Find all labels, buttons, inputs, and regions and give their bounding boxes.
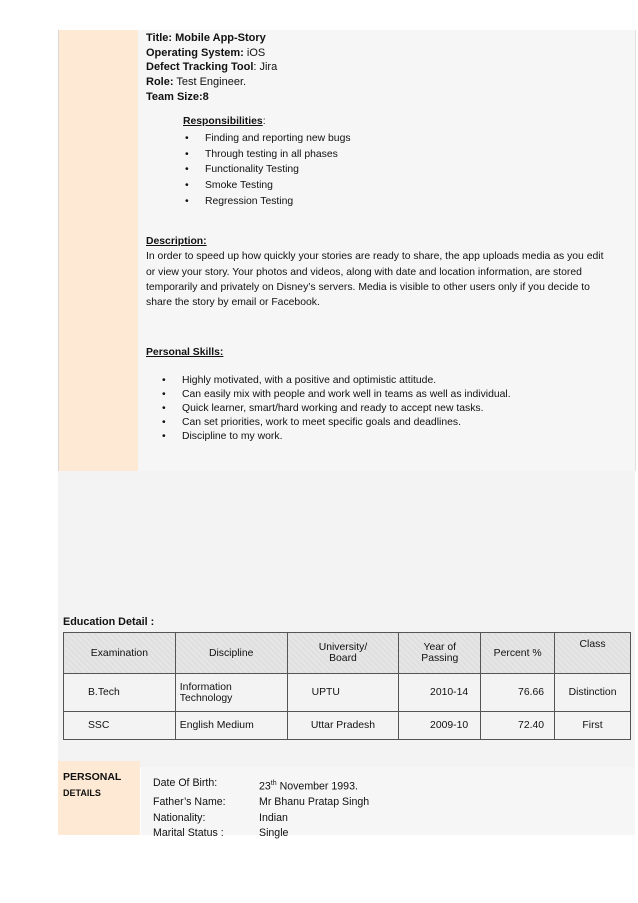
skills-section bbox=[160, 374, 620, 444]
dob-value bbox=[259, 776, 358, 795]
education-heading: Education Detail : bbox=[63, 616, 155, 628]
table-row bbox=[64, 674, 631, 712]
header-percent: Percent % bbox=[481, 633, 555, 674]
list-item: • Regression Testing bbox=[183, 194, 583, 210]
project-tool-line bbox=[146, 60, 626, 75]
cell-discipline-line-1: Information bbox=[179, 681, 232, 693]
table-header-row bbox=[64, 633, 631, 674]
description-line: or view your story. Your photos and videos, along with date and location information, are stored bbox=[146, 266, 582, 278]
father-label: Father’s Name: bbox=[153, 796, 226, 809]
header-year-line-1: Year of bbox=[423, 642, 457, 653]
project-os-value: iOS bbox=[246, 46, 266, 59]
project-team-value: 8 bbox=[202, 90, 209, 103]
project-title-line bbox=[146, 31, 626, 46]
project-tool-label: Defect Tracking Tool bbox=[146, 61, 254, 74]
description-heading: Description: bbox=[146, 236, 207, 247]
nationality-label: Nationality: bbox=[153, 811, 206, 824]
cell-class: Distinction bbox=[555, 674, 631, 712]
responsibilities-heading: Responsibilities bbox=[183, 116, 263, 127]
description-line: In order to speed up how quickly your stories are ready to share, the app uploads media as you edit bbox=[146, 251, 604, 263]
personal-label bbox=[63, 769, 121, 801]
list-item: • Can easily mix with people and work well in teams as well as individual. bbox=[160, 388, 620, 402]
table-row bbox=[64, 712, 631, 740]
cell-board: UPTU bbox=[287, 674, 399, 712]
project-os-line bbox=[146, 46, 626, 61]
skills-list bbox=[160, 374, 620, 444]
personal-label-word-1: PERSONAL bbox=[63, 771, 122, 783]
skills-heading: Personal Skills: bbox=[146, 347, 224, 358]
header-university bbox=[287, 633, 399, 674]
education-table bbox=[63, 632, 631, 740]
personal-label-line-2: DETAILS bbox=[63, 788, 101, 798]
dob-rest: November 1993. bbox=[276, 780, 358, 793]
cell-exam: SSC bbox=[64, 712, 176, 740]
responsibilities-heading-line bbox=[183, 115, 583, 129]
list-item: • Highly motivated, with a positive and optimistic attitude. bbox=[160, 374, 620, 388]
header-university-line-1: University/ bbox=[318, 642, 368, 653]
description-line: temporarily and privately on Disney’s servers. Media is visible to other users only if you decide to bbox=[146, 281, 590, 293]
personal-father-row bbox=[153, 795, 369, 811]
description-line: share the story by email or Facebook. bbox=[146, 297, 320, 309]
father-value: Mr Bhanu Pratap Singh bbox=[259, 796, 370, 809]
responsibilities-colon: : bbox=[262, 116, 266, 127]
personal-details bbox=[153, 776, 369, 842]
list-item: • Through testing in all phases bbox=[183, 147, 583, 163]
dob-suffix: th bbox=[270, 780, 277, 787]
project-tool-value: : Jira bbox=[253, 61, 278, 74]
header-year-line-2: Passing bbox=[421, 653, 459, 664]
personal-label-line-1 bbox=[63, 769, 121, 785]
header-class: Class bbox=[555, 633, 631, 674]
personal-marital-row bbox=[153, 826, 369, 842]
list-item: • Finding and reporting new bugs bbox=[183, 131, 583, 147]
project-os-label: Operating System: bbox=[146, 46, 244, 59]
top-left-accent-bar bbox=[58, 30, 140, 471]
project-role-label: Role: bbox=[146, 76, 174, 89]
project-role-value: Test Engineer. bbox=[176, 76, 247, 89]
header-discipline: Discipline bbox=[175, 633, 287, 674]
cell-class: First bbox=[555, 712, 631, 740]
header-examination: Examination bbox=[64, 633, 176, 674]
cell-discipline bbox=[175, 674, 287, 712]
marital-value: Single bbox=[259, 827, 289, 840]
list-item: • Quick learner, smart/hard working and ready to accept new tasks. bbox=[160, 402, 620, 416]
dob-day: 23 bbox=[259, 780, 271, 793]
cell-year: 2009-10 bbox=[399, 712, 481, 740]
personal-nationality-row bbox=[153, 811, 369, 827]
description-section bbox=[146, 234, 632, 310]
cell-discipline: English Medium bbox=[175, 712, 287, 740]
nationality-value: Indian bbox=[259, 811, 288, 824]
list-item: • Smoke Testing bbox=[183, 178, 583, 194]
dob-label: Date Of Birth: bbox=[153, 777, 218, 789]
header-year bbox=[399, 633, 481, 674]
cell-discipline-line-2: Technology bbox=[179, 692, 233, 704]
project-role-line bbox=[146, 75, 626, 90]
cell-board: Uttar Pradesh bbox=[287, 712, 399, 740]
marital-label: Marital Status : bbox=[153, 827, 224, 840]
list-item: • Functionality Testing bbox=[183, 162, 583, 178]
list-item: • Discipline to my work. bbox=[160, 430, 620, 444]
cell-percent: 72.40 bbox=[481, 712, 555, 740]
header-university-line-2: Board bbox=[329, 653, 357, 664]
cell-percent: 76.66 bbox=[481, 674, 555, 712]
list-item: • Can set priorities, work to meet specific goals and deadlines. bbox=[160, 416, 620, 430]
responsibilities-list bbox=[183, 131, 583, 209]
project-title-label: Title: bbox=[146, 32, 173, 44]
project-title-value: Mobile App-Story bbox=[175, 32, 266, 44]
personal-dob-row bbox=[153, 776, 369, 795]
cell-year: 2010-14 bbox=[399, 674, 481, 712]
project-team-label: Team Size: bbox=[146, 90, 203, 103]
project-team-line bbox=[146, 90, 626, 105]
cell-exam: B.Tech bbox=[64, 674, 176, 712]
responsibilities-section bbox=[183, 115, 583, 209]
project-details bbox=[146, 31, 626, 105]
